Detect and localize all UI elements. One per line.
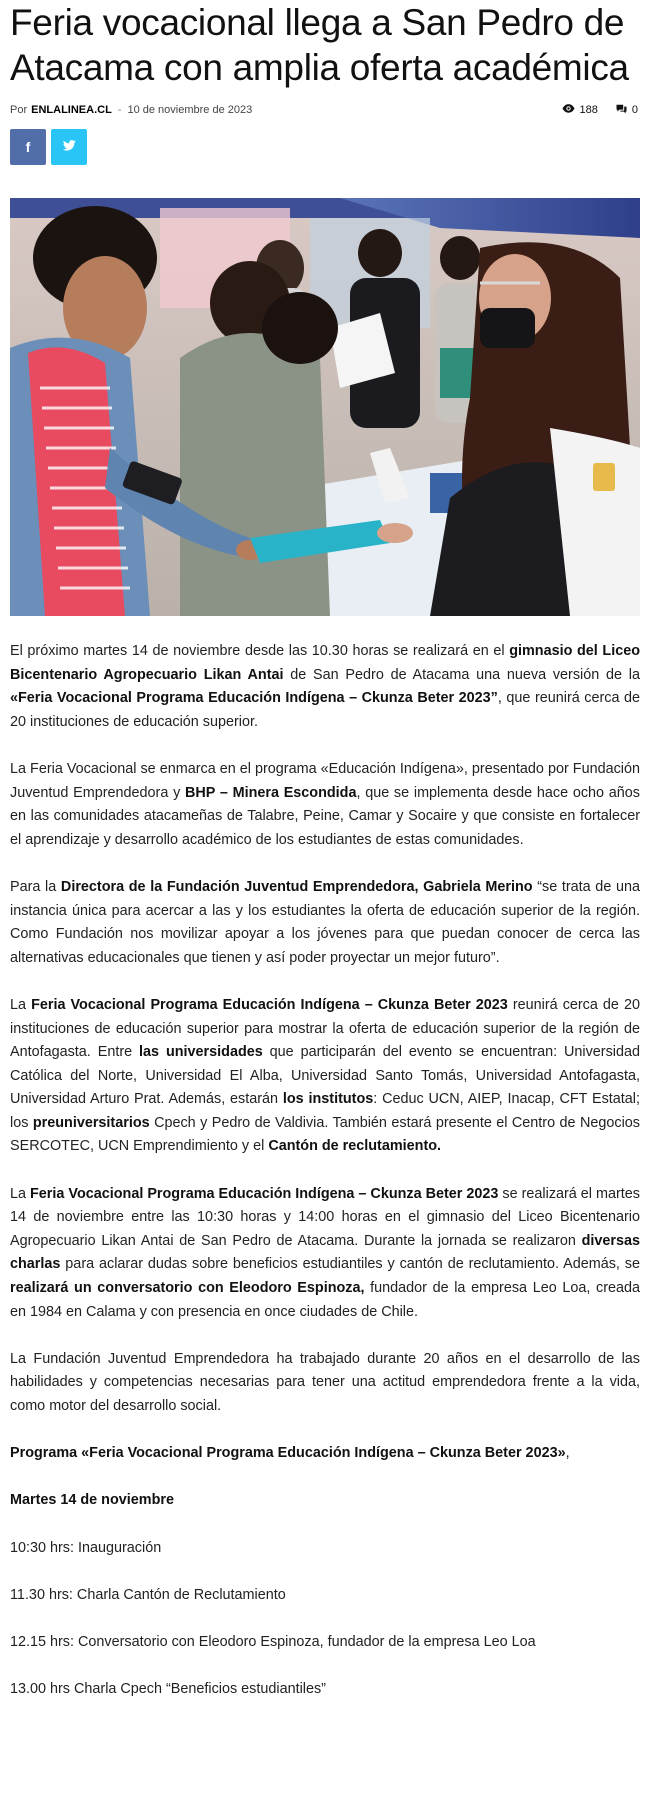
bold-text: Cantón de reclutamiento. bbox=[268, 1138, 442, 1155]
body-paragraph-1 bbox=[10, 640, 640, 734]
schedule-item: 12.15 hrs: Conversatorio con Eleodoro Espinoza, fundador de la empresa Leo Loa bbox=[10, 1633, 536, 1650]
bold-text: diversas charlas bbox=[10, 1232, 640, 1273]
comment-icon bbox=[616, 104, 627, 117]
share-buttons bbox=[10, 129, 640, 165]
text-run: Cpech y Pedro de Valdivia. También estará presente el Centro de Negocios SERCOTEC, UCN Emprendimiento y el bbox=[10, 1114, 640, 1155]
facebook-icon: f bbox=[25, 139, 31, 155]
body-paragraph-4 bbox=[10, 994, 640, 1159]
eye-icon bbox=[562, 104, 575, 116]
bold-text: Feria Vocacional Programa Educación Indígena – Ckunza Beter 2023 bbox=[30, 1185, 499, 1202]
text-run: para aclarar dudas sobre beneficios estudiantiles y cantón de reclutamiento. Además, se bbox=[60, 1256, 640, 1273]
article-title: Feria vocacional llega a San Pedro de Atacama con amplia oferta académica bbox=[10, 2, 629, 88]
facebook-share-button[interactable] bbox=[10, 129, 46, 165]
text-run: , que reunirá cerca de 20 instituciones de educación superior. bbox=[10, 690, 641, 730]
twitter-icon bbox=[63, 138, 76, 156]
bold-text: BHP – Minera Escondida bbox=[185, 784, 357, 801]
comments-value: 0 bbox=[631, 104, 638, 116]
bold-text: Feria Vocacional Programa Educación Indígena – Ckunza Beter 2023 bbox=[31, 996, 508, 1013]
bold-text: «Feria Vocacional Programa Educación Indígena – Ckunza Beter 2023” bbox=[10, 690, 498, 707]
hero-photo bbox=[10, 198, 640, 616]
twitter-share-button[interactable] bbox=[51, 129, 87, 165]
text-run: de San Pedro de Atacama una nueva versión de la bbox=[283, 666, 640, 683]
bold-text: los institutos bbox=[282, 1091, 374, 1108]
body-paragraph-2 bbox=[10, 758, 640, 852]
schedule-item: 11.30 hrs: Charla Cantón de Reclutamiento bbox=[10, 1586, 286, 1603]
program-section bbox=[10, 1442, 640, 1702]
bold-text: realizará un conversatorio con Eleodoro Espinoza, bbox=[10, 1280, 365, 1297]
text-run: fundador de la empresa Leo Loa, creada en 1984 en Calama y con presencia en once ciudades de Chile. bbox=[10, 1280, 641, 1320]
views-value: 188 bbox=[579, 104, 598, 116]
schedule-item: 13.00 hrs Charla Cpech “Beneficios estudiantiles” bbox=[10, 1681, 326, 1698]
text-run: , bbox=[565, 1445, 570, 1462]
text-run: Para la bbox=[10, 878, 61, 895]
article-body bbox=[10, 640, 640, 1702]
program-heading bbox=[10, 1442, 640, 1466]
bold-text: las universidades bbox=[139, 1044, 263, 1061]
text-run: La Feria Vocacional se enmarca en el programa «Educación Indígena», presentado por Fundación Juventud Emprendedora y bbox=[10, 760, 640, 801]
body-paragraph-6 bbox=[10, 1348, 640, 1419]
bold-text: Programa «Feria Vocacional Programa Educación Indígena – Ckunza Beter 2023» bbox=[10, 1445, 566, 1462]
bold-text: Martes 14 de noviembre bbox=[10, 1492, 174, 1509]
bold-text: Directora de la Fundación Juventud Emprendedora, Gabriela Merino bbox=[60, 878, 533, 895]
views-count bbox=[562, 104, 598, 116]
body-paragraph-3 bbox=[10, 876, 640, 970]
text-run: El próximo martes 14 de noviembre desde las 10.30 horas se realizará en el bbox=[10, 643, 510, 659]
article-stats bbox=[562, 104, 640, 117]
text-run: “se trata de una instancia única para acercar a las y los estudiantes la oferta de educación superior de la región. Como Fundación nos movilizar apoyar a los jóvenes para que puedan conocer de cerca las alternativas educacionales que tienen y así poder proyectar un mejor futuro”. bbox=[10, 878, 640, 966]
by-label: Por bbox=[10, 104, 28, 116]
comments-count[interactable] bbox=[616, 104, 638, 117]
text-run: se realizará el martes 14 de noviembre entre las 10:30 horas y 14:00 horas en el gimnasio del Liceo Bicentenario Agropecuario Likan Antai de San Pedro de Atacama. Durante la jornada se realizaron bbox=[10, 1185, 640, 1249]
text-run: : Ceduc UCN, AIEP, Inacap, CFT Estatal; los bbox=[10, 1091, 640, 1131]
byline bbox=[10, 104, 252, 116]
article-meta bbox=[10, 102, 640, 118]
bold-text: gimnasio del Liceo Bicentenario Agropecuario Likan Antai bbox=[10, 643, 641, 683]
program-day bbox=[10, 1489, 640, 1513]
text-run: reunirá cerca de 20 instituciones de educación superior para mostrar la oferta de educación superior de la región de Antofagasta. Entre bbox=[10, 996, 640, 1061]
text-run: La bbox=[10, 996, 32, 1013]
text-run: La bbox=[10, 1185, 31, 1202]
text-run: La Fundación Juventud Emprendedora ha trabajado durante 20 años en el desarrollo de las habilidades y competencias necesarias para tener una actitud emprendedora frente a la vida, como motor del desarrollo social. bbox=[10, 1350, 640, 1414]
text-run: que participarán del evento se encuentran: Universidad Católica del Norte, Universidad El Alba, Universidad Santo Tomás, Universidad Antofagasta, Universidad Arturo Prat. Además, estarán bbox=[10, 1044, 640, 1108]
text-run: , que se implementa desde hace ocho años en las comunidades atacameñas de Talabre, Peine, Camar y Socaire y que consiste en fortalecer el aprendizaje y desarrollo académico de los estudiantes de estas comunidades. bbox=[10, 784, 640, 848]
bold-text: preuniversitarios bbox=[32, 1114, 150, 1131]
author-link[interactable]: ENLALINEA.CL bbox=[31, 104, 112, 116]
publish-date: 10 de noviembre de 2023 bbox=[127, 104, 253, 116]
byline-separator: - bbox=[117, 104, 122, 116]
schedule-item: 10:30 hrs: Inauguración bbox=[10, 1539, 162, 1556]
body-paragraph-5 bbox=[10, 1183, 640, 1325]
